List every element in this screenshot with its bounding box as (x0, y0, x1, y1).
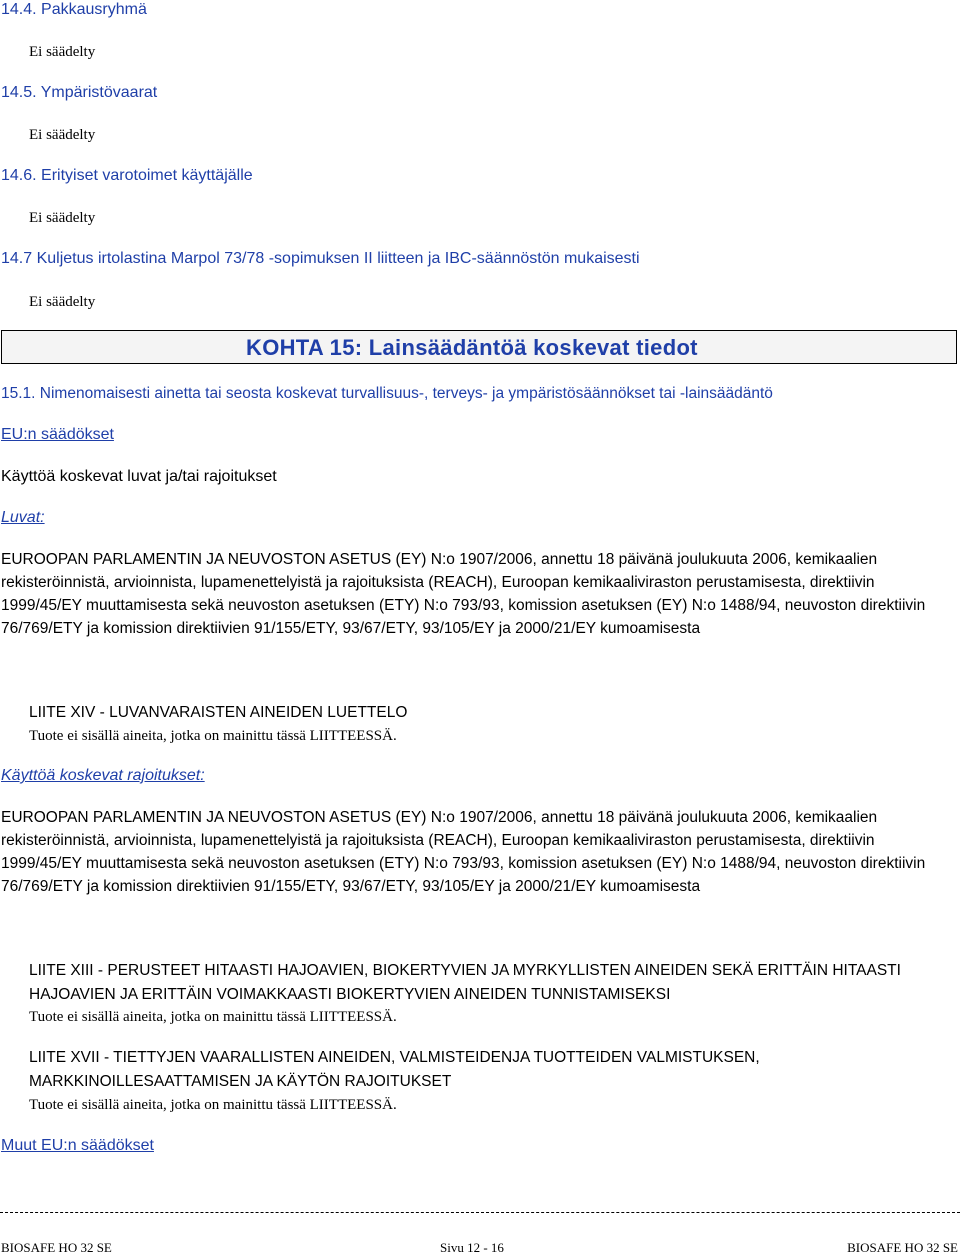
section-14-4-title: 14.4. Pakkausryhmä (1, 1, 147, 18)
annex-xiii-title-line1: LIITE XIII - PERUSTEET HITAASTI HAJOAVIEN, BIOKERTYVIEN JA MYRKYLLISTEN AINEIDEN SEKÄ ERITTÄIN HITAASTI (29, 962, 901, 979)
section-heading-box (1, 330, 957, 364)
annex-xiv-note: Tuote ei sisällä aineita, jotka on mainittu tässä LIITTEESSÄ. (29, 728, 397, 744)
permits-label: Luvat: (1, 509, 45, 526)
section-14-7-value: Ei säädelty (29, 294, 96, 310)
restrictions-label: Käyttöä koskevat rajoitukset: (1, 767, 205, 784)
section-15-1-title: 15.1. Nimenomaisesti ainetta tai seosta koskevat turvallisuus-, terveys- ja ympäristösäännökset tai -lainsäädäntö (1, 385, 773, 402)
footer-right: BIOSAFE HO 32 SE (847, 1240, 958, 1255)
permits-restrictions-label: Käyttöä koskevat luvat ja/tai rajoitukset (1, 468, 277, 485)
section-14-6-title: 14.6. Erityiset varotoimet käyttäjälle (1, 167, 253, 184)
annex-xiii-note: Tuote ei sisällä aineita, jotka on mainittu tässä LIITTEESSÄ. (29, 1009, 397, 1025)
annex-xvii-title-line1: LIITE XVII - TIETTYJEN VAARALLISTEN AINEIDEN, VALMISTEIDENJA TUOTTEIDEN VALMISTUKSEN, (29, 1049, 760, 1066)
footer-left: BIOSAFE HO 32 SE (1, 1240, 112, 1255)
section-14-5-value: Ei säädelty (29, 127, 96, 143)
section-14-6-value: Ei säädelty (29, 210, 96, 226)
footer-page-number: Sivu 12 - 16 (440, 1240, 504, 1255)
footer-divider (0, 1212, 960, 1213)
annex-xvii-note: Tuote ei sisällä aineita, jotka on mainittu tässä LIITTEESSÄ. (29, 1097, 397, 1113)
regulation-text-2: EUROOPAN PARLAMENTIN JA NEUVOSTON ASETUS (EY) N:o 1907/2006, annettu 18 päivänä joulukuuta 2006, kemikaalien rekisteröinnistä, arvioinnista, lupamenettelyistä ja rajoituksista (REACH), Euroopan kemikaaliviraston perustamisesta, direktiivin 1999/45/EY muuttamisesta sekä neuvoston asetuksen (ETY) N:o 793/93, komission asetuksen (EY) N:o 1488/94, neuvoston direktiivin 76/769/ETY ja komission direktiivien 91/155/ETY, 93/67/ETY, 93/105/EY ja 2000/21/EY kumoamisesta (1, 809, 926, 895)
eu-regulations-label: EU:n säädökset (1, 426, 114, 443)
regulation-text-1: EUROOPAN PARLAMENTIN JA NEUVOSTON ASETUS (EY) N:o 1907/2006, annettu 18 päivänä joulukuuta 2006, kemikaalien rekisteröinnistä, arvioinnista, lupamenettelyistä ja rajoituksista (REACH), Euroopan kemikaaliviraston perustamisesta, direktiivin 1999/45/EY muuttamisesta sekä neuvoston asetuksen (ETY) N:o 793/93, komission asetuksen (EY) N:o 1488/94, neuvoston direktiivin 76/769/ETY ja komission direktiivien 91/155/ETY, 93/67/ETY, 93/105/EY ja 2000/21/EY kumoamisesta (1, 551, 926, 637)
annex-xiv-title: LIITE XIV - LUVANVARAISTEN AINEIDEN LUETTELO (29, 704, 408, 721)
section-heading: KOHTA 15: Lainsäädäntöä koskevat tiedot (246, 335, 698, 360)
other-eu-regulations-label: Muut EU:n säädökset (1, 1137, 154, 1154)
annex-xvii-title-line2: MARKKINOILLESAATTAMISEN JA KÄYTÖN RAJOITUKSET (29, 1073, 452, 1090)
section-14-7-title: 14.7 Kuljetus irtolastina Marpol 73/78 -sopimuksen II liitteen ja IBC-säännöstön mukaisesti (1, 250, 640, 267)
annex-xiii-title-line2: HAJOAVIEN JA ERITTÄIN VOIMAKKAASTI BIOKERTYVIEN AINEIDEN TUNNISTAMISEKSI (29, 986, 671, 1003)
section-14-4-value: Ei säädelty (29, 44, 96, 60)
section-14-5-title: 14.5. Ympäristövaarat (1, 84, 158, 101)
